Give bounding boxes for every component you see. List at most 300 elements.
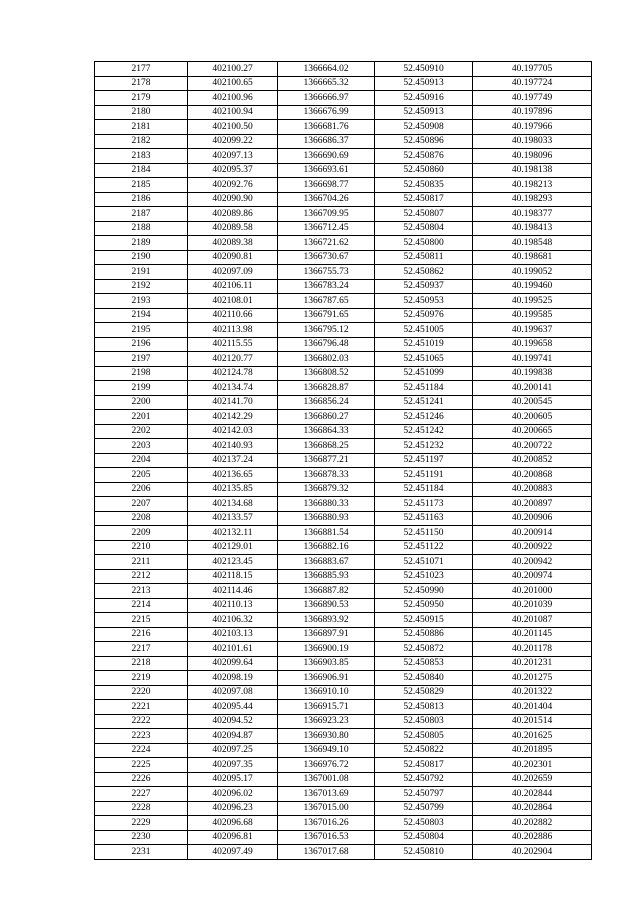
point-number-cell: 2188 xyxy=(95,221,188,236)
longitude-cell: 40.201231 xyxy=(473,656,592,671)
latitude-cell: 52.450804 xyxy=(375,830,473,845)
latitude-cell: 52.450896 xyxy=(375,134,473,149)
longitude-cell: 40.197724 xyxy=(473,76,592,91)
table-row xyxy=(95,178,592,193)
easting-cell: 402097.25 xyxy=(188,743,278,758)
table-row xyxy=(95,555,592,570)
longitude-cell: 40.200942 xyxy=(473,555,592,570)
longitude-cell: 40.201895 xyxy=(473,743,592,758)
easting-cell: 402097.49 xyxy=(188,845,278,860)
longitude-cell: 40.202886 xyxy=(473,830,592,845)
latitude-cell: 52.450910 xyxy=(375,62,473,77)
longitude-cell: 40.200141 xyxy=(473,381,592,396)
point-number-cell: 2177 xyxy=(95,62,188,77)
latitude-cell: 52.450810 xyxy=(375,845,473,860)
table-row xyxy=(95,149,592,164)
easting-cell: 402094.87 xyxy=(188,729,278,744)
latitude-cell: 52.450853 xyxy=(375,656,473,671)
table-row xyxy=(95,352,592,367)
table-row xyxy=(95,627,592,642)
easting-cell: 402090.90 xyxy=(188,192,278,207)
latitude-cell: 52.450950 xyxy=(375,598,473,613)
latitude-cell: 52.450990 xyxy=(375,584,473,599)
latitude-cell: 52.451019 xyxy=(375,337,473,352)
table-row xyxy=(95,540,592,555)
point-number-cell: 2213 xyxy=(95,584,188,599)
point-number-cell: 2202 xyxy=(95,424,188,439)
latitude-cell: 52.450908 xyxy=(375,120,473,135)
latitude-cell: 52.451173 xyxy=(375,497,473,512)
point-number-cell: 2208 xyxy=(95,511,188,526)
northing-cell: 1366730.67 xyxy=(278,250,375,265)
longitude-cell: 40.202844 xyxy=(473,787,592,802)
longitude-cell: 40.198681 xyxy=(473,250,592,265)
longitude-cell: 40.201000 xyxy=(473,584,592,599)
northing-cell: 1366802.03 xyxy=(278,352,375,367)
table-row xyxy=(95,729,592,744)
point-number-cell: 2228 xyxy=(95,801,188,816)
point-number-cell: 2216 xyxy=(95,627,188,642)
northing-cell: 1366976.72 xyxy=(278,758,375,773)
easting-cell: 402140.93 xyxy=(188,439,278,454)
longitude-cell: 40.199585 xyxy=(473,308,592,323)
table-row xyxy=(95,395,592,410)
table-row xyxy=(95,598,592,613)
table-row xyxy=(95,584,592,599)
latitude-cell: 52.450876 xyxy=(375,149,473,164)
point-number-cell: 2192 xyxy=(95,279,188,294)
longitude-cell: 40.200665 xyxy=(473,424,592,439)
longitude-cell: 40.198548 xyxy=(473,236,592,251)
northing-cell: 1366893.92 xyxy=(278,613,375,628)
point-number-cell: 2191 xyxy=(95,265,188,280)
table-row xyxy=(95,613,592,628)
latitude-cell: 52.451232 xyxy=(375,439,473,454)
longitude-cell: 40.200883 xyxy=(473,482,592,497)
point-number-cell: 2194 xyxy=(95,308,188,323)
easting-cell: 402099.64 xyxy=(188,656,278,671)
longitude-cell: 40.198293 xyxy=(473,192,592,207)
easting-cell: 402134.68 xyxy=(188,497,278,512)
table-row xyxy=(95,265,592,280)
point-number-cell: 2217 xyxy=(95,642,188,657)
latitude-cell: 52.451005 xyxy=(375,323,473,338)
point-number-cell: 2183 xyxy=(95,149,188,164)
point-number-cell: 2206 xyxy=(95,482,188,497)
table-row xyxy=(95,279,592,294)
table-row xyxy=(95,569,592,584)
latitude-cell: 52.450811 xyxy=(375,250,473,265)
northing-cell: 1366791.65 xyxy=(278,308,375,323)
latitude-cell: 52.450804 xyxy=(375,221,473,236)
table-row xyxy=(95,439,592,454)
table-row xyxy=(95,700,592,715)
latitude-cell: 52.450822 xyxy=(375,743,473,758)
northing-cell: 1366949.10 xyxy=(278,743,375,758)
longitude-cell: 40.198377 xyxy=(473,207,592,222)
northing-cell: 1366879.32 xyxy=(278,482,375,497)
northing-cell: 1366690.69 xyxy=(278,149,375,164)
longitude-cell: 40.197966 xyxy=(473,120,592,135)
northing-cell: 1366930.80 xyxy=(278,729,375,744)
point-number-cell: 2185 xyxy=(95,178,188,193)
easting-cell: 402100.96 xyxy=(188,91,278,106)
northing-cell: 1366828.87 xyxy=(278,381,375,396)
table-row xyxy=(95,482,592,497)
point-number-cell: 2211 xyxy=(95,555,188,570)
latitude-cell: 52.451246 xyxy=(375,410,473,425)
easting-cell: 402136.65 xyxy=(188,468,278,483)
easting-cell: 402118.15 xyxy=(188,569,278,584)
easting-cell: 402090.81 xyxy=(188,250,278,265)
longitude-cell: 40.199525 xyxy=(473,294,592,309)
easting-cell: 402096.68 xyxy=(188,816,278,831)
easting-cell: 402100.94 xyxy=(188,105,278,120)
northing-cell: 1366808.52 xyxy=(278,366,375,381)
northing-cell: 1366880.33 xyxy=(278,497,375,512)
latitude-cell: 52.451023 xyxy=(375,569,473,584)
table-row xyxy=(95,76,592,91)
latitude-cell: 52.451122 xyxy=(375,540,473,555)
easting-cell: 402123.45 xyxy=(188,555,278,570)
point-number-cell: 2179 xyxy=(95,91,188,106)
northing-cell: 1366877.21 xyxy=(278,453,375,468)
table-row xyxy=(95,714,592,729)
table-row xyxy=(95,758,592,773)
longitude-cell: 40.200974 xyxy=(473,569,592,584)
table-row xyxy=(95,236,592,251)
longitude-cell: 40.198096 xyxy=(473,149,592,164)
longitude-cell: 40.201087 xyxy=(473,613,592,628)
easting-cell: 402092.76 xyxy=(188,178,278,193)
northing-cell: 1366864.33 xyxy=(278,424,375,439)
table-row xyxy=(95,221,592,236)
table-row xyxy=(95,743,592,758)
table-row xyxy=(95,294,592,309)
table-row xyxy=(95,120,592,135)
table-row xyxy=(95,642,592,657)
easting-cell: 402133.57 xyxy=(188,511,278,526)
latitude-cell: 52.450817 xyxy=(375,758,473,773)
longitude-cell: 40.197705 xyxy=(473,62,592,77)
latitude-cell: 52.450799 xyxy=(375,801,473,816)
table-row xyxy=(95,845,592,860)
longitude-cell: 40.198033 xyxy=(473,134,592,149)
point-number-cell: 2225 xyxy=(95,758,188,773)
table-row xyxy=(95,192,592,207)
northing-cell: 1367001.08 xyxy=(278,772,375,787)
longitude-cell: 40.201625 xyxy=(473,729,592,744)
point-number-cell: 2220 xyxy=(95,685,188,700)
point-number-cell: 2196 xyxy=(95,337,188,352)
table-row xyxy=(95,526,592,541)
northing-cell: 1366878.33 xyxy=(278,468,375,483)
latitude-cell: 52.451065 xyxy=(375,352,473,367)
northing-cell: 1366676.99 xyxy=(278,105,375,120)
longitude-cell: 40.202864 xyxy=(473,801,592,816)
longitude-cell: 40.200906 xyxy=(473,511,592,526)
longitude-cell: 40.200922 xyxy=(473,540,592,555)
point-number-cell: 2198 xyxy=(95,366,188,381)
northing-cell: 1366868.25 xyxy=(278,439,375,454)
longitude-cell: 40.200545 xyxy=(473,395,592,410)
table-row xyxy=(95,62,592,77)
longitude-cell: 40.199838 xyxy=(473,366,592,381)
easting-cell: 402089.86 xyxy=(188,207,278,222)
easting-cell: 402141.70 xyxy=(188,395,278,410)
longitude-cell: 40.201039 xyxy=(473,598,592,613)
point-number-cell: 2212 xyxy=(95,569,188,584)
easting-cell: 402097.08 xyxy=(188,685,278,700)
longitude-cell: 40.200605 xyxy=(473,410,592,425)
longitude-cell: 40.200868 xyxy=(473,468,592,483)
easting-cell: 402095.44 xyxy=(188,700,278,715)
latitude-cell: 52.450807 xyxy=(375,207,473,222)
point-number-cell: 2218 xyxy=(95,656,188,671)
northing-cell: 1366856.24 xyxy=(278,395,375,410)
point-number-cell: 2229 xyxy=(95,816,188,831)
latitude-cell: 52.450813 xyxy=(375,700,473,715)
northing-cell: 1366923.23 xyxy=(278,714,375,729)
point-number-cell: 2190 xyxy=(95,250,188,265)
latitude-cell: 52.451242 xyxy=(375,424,473,439)
easting-cell: 402100.27 xyxy=(188,62,278,77)
longitude-cell: 40.199052 xyxy=(473,265,592,280)
northing-cell: 1366755.73 xyxy=(278,265,375,280)
northing-cell: 1367015.00 xyxy=(278,801,375,816)
easting-cell: 402101.61 xyxy=(188,642,278,657)
table-row xyxy=(95,801,592,816)
northing-cell: 1367016.53 xyxy=(278,830,375,845)
easting-cell: 402120.77 xyxy=(188,352,278,367)
latitude-cell: 52.451241 xyxy=(375,395,473,410)
easting-cell: 402129.01 xyxy=(188,540,278,555)
table-row xyxy=(95,656,592,671)
easting-cell: 402097.35 xyxy=(188,758,278,773)
latitude-cell: 52.451191 xyxy=(375,468,473,483)
latitude-cell: 52.451184 xyxy=(375,482,473,497)
longitude-cell: 40.201514 xyxy=(473,714,592,729)
northing-cell: 1366709.95 xyxy=(278,207,375,222)
latitude-cell: 52.450886 xyxy=(375,627,473,642)
northing-cell: 1366915.71 xyxy=(278,700,375,715)
longitude-cell: 40.201275 xyxy=(473,671,592,686)
latitude-cell: 52.450829 xyxy=(375,685,473,700)
latitude-cell: 52.450872 xyxy=(375,642,473,657)
latitude-cell: 52.450937 xyxy=(375,279,473,294)
point-number-cell: 2193 xyxy=(95,294,188,309)
northing-cell: 1366887.82 xyxy=(278,584,375,599)
table-row xyxy=(95,91,592,106)
latitude-cell: 52.450915 xyxy=(375,613,473,628)
table-row xyxy=(95,163,592,178)
point-number-cell: 2204 xyxy=(95,453,188,468)
easting-cell: 402095.17 xyxy=(188,772,278,787)
latitude-cell: 52.451071 xyxy=(375,555,473,570)
easting-cell: 402098.19 xyxy=(188,671,278,686)
northing-cell: 1366693.61 xyxy=(278,163,375,178)
longitude-cell: 40.202882 xyxy=(473,816,592,831)
table-row xyxy=(95,323,592,338)
table-row xyxy=(95,308,592,323)
northing-cell: 1366787.65 xyxy=(278,294,375,309)
northing-cell: 1366903.85 xyxy=(278,656,375,671)
easting-cell: 402100.50 xyxy=(188,120,278,135)
latitude-cell: 52.450840 xyxy=(375,671,473,686)
point-number-cell: 2195 xyxy=(95,323,188,338)
point-number-cell: 2197 xyxy=(95,352,188,367)
point-number-cell: 2189 xyxy=(95,236,188,251)
latitude-cell: 52.450797 xyxy=(375,787,473,802)
northing-cell: 1367016.26 xyxy=(278,816,375,831)
table-row xyxy=(95,381,592,396)
northing-cell: 1366890.53 xyxy=(278,598,375,613)
latitude-cell: 52.450860 xyxy=(375,163,473,178)
table-row xyxy=(95,671,592,686)
point-number-cell: 2178 xyxy=(95,76,188,91)
table-row xyxy=(95,772,592,787)
easting-cell: 402110.66 xyxy=(188,308,278,323)
point-number-cell: 2231 xyxy=(95,845,188,860)
point-number-cell: 2209 xyxy=(95,526,188,541)
longitude-cell: 40.200852 xyxy=(473,453,592,468)
latitude-cell: 52.450805 xyxy=(375,729,473,744)
easting-cell: 402114.46 xyxy=(188,584,278,599)
table-row xyxy=(95,787,592,802)
longitude-cell: 40.199741 xyxy=(473,352,592,367)
longitude-cell: 40.198213 xyxy=(473,178,592,193)
point-number-cell: 2230 xyxy=(95,830,188,845)
easting-cell: 402132.11 xyxy=(188,526,278,541)
longitude-cell: 40.201178 xyxy=(473,642,592,657)
longitude-cell: 40.202301 xyxy=(473,758,592,773)
longitude-cell: 40.198138 xyxy=(473,163,592,178)
latitude-cell: 52.450835 xyxy=(375,178,473,193)
latitude-cell: 52.450817 xyxy=(375,192,473,207)
easting-cell: 402094.52 xyxy=(188,714,278,729)
longitude-cell: 40.201145 xyxy=(473,627,592,642)
longitude-cell: 40.199460 xyxy=(473,279,592,294)
table-row xyxy=(95,134,592,149)
point-number-cell: 2184 xyxy=(95,163,188,178)
northing-cell: 1366681.76 xyxy=(278,120,375,135)
easting-cell: 402089.38 xyxy=(188,236,278,251)
longitude-cell: 40.200914 xyxy=(473,526,592,541)
latitude-cell: 52.451163 xyxy=(375,511,473,526)
point-number-cell: 2187 xyxy=(95,207,188,222)
table-row xyxy=(95,410,592,425)
northing-cell: 1366860.27 xyxy=(278,410,375,425)
northing-cell: 1366664.02 xyxy=(278,62,375,77)
easting-cell: 402115.55 xyxy=(188,337,278,352)
table-row xyxy=(95,468,592,483)
latitude-cell: 52.450976 xyxy=(375,308,473,323)
latitude-cell: 52.451099 xyxy=(375,366,473,381)
northing-cell: 1366910.10 xyxy=(278,685,375,700)
point-number-cell: 2222 xyxy=(95,714,188,729)
point-number-cell: 2200 xyxy=(95,395,188,410)
easting-cell: 402110.13 xyxy=(188,598,278,613)
northing-cell: 1366885.93 xyxy=(278,569,375,584)
point-number-cell: 2186 xyxy=(95,192,188,207)
point-number-cell: 2223 xyxy=(95,729,188,744)
northing-cell: 1366698.77 xyxy=(278,178,375,193)
easting-cell: 402096.23 xyxy=(188,801,278,816)
table-row xyxy=(95,207,592,222)
latitude-cell: 52.451184 xyxy=(375,381,473,396)
longitude-cell: 40.197749 xyxy=(473,91,592,106)
point-number-cell: 2226 xyxy=(95,772,188,787)
northing-cell: 1367013.69 xyxy=(278,787,375,802)
point-number-cell: 2199 xyxy=(95,381,188,396)
longitude-cell: 40.198413 xyxy=(473,221,592,236)
easting-cell: 402096.02 xyxy=(188,787,278,802)
easting-cell: 402096.81 xyxy=(188,830,278,845)
table-row xyxy=(95,424,592,439)
easting-cell: 402134.74 xyxy=(188,381,278,396)
easting-cell: 402097.09 xyxy=(188,265,278,280)
coordinates-table-body xyxy=(95,62,592,860)
table-row xyxy=(95,453,592,468)
northing-cell: 1367017.68 xyxy=(278,845,375,860)
longitude-cell: 40.197896 xyxy=(473,105,592,120)
point-number-cell: 2203 xyxy=(95,439,188,454)
latitude-cell: 52.451197 xyxy=(375,453,473,468)
point-number-cell: 2224 xyxy=(95,743,188,758)
point-number-cell: 2207 xyxy=(95,497,188,512)
latitude-cell: 52.451150 xyxy=(375,526,473,541)
longitude-cell: 40.199658 xyxy=(473,337,592,352)
latitude-cell: 52.450916 xyxy=(375,91,473,106)
point-number-cell: 2205 xyxy=(95,468,188,483)
northing-cell: 1366883.67 xyxy=(278,555,375,570)
easting-cell: 402100.65 xyxy=(188,76,278,91)
point-number-cell: 2227 xyxy=(95,787,188,802)
northing-cell: 1366881.54 xyxy=(278,526,375,541)
longitude-cell: 40.202904 xyxy=(473,845,592,860)
easting-cell: 402108.01 xyxy=(188,294,278,309)
table-row xyxy=(95,366,592,381)
coordinates-table xyxy=(94,61,592,860)
latitude-cell: 52.450953 xyxy=(375,294,473,309)
point-number-cell: 2180 xyxy=(95,105,188,120)
northing-cell: 1366882.16 xyxy=(278,540,375,555)
easting-cell: 402113.98 xyxy=(188,323,278,338)
point-number-cell: 2201 xyxy=(95,410,188,425)
northing-cell: 1366712.45 xyxy=(278,221,375,236)
northing-cell: 1366666.97 xyxy=(278,91,375,106)
northing-cell: 1366906.91 xyxy=(278,671,375,686)
latitude-cell: 52.450800 xyxy=(375,236,473,251)
longitude-cell: 40.202659 xyxy=(473,772,592,787)
northing-cell: 1366796.48 xyxy=(278,337,375,352)
longitude-cell: 40.201404 xyxy=(473,700,592,715)
easting-cell: 402099.22 xyxy=(188,134,278,149)
latitude-cell: 52.450913 xyxy=(375,105,473,120)
easting-cell: 402097.13 xyxy=(188,149,278,164)
northing-cell: 1366897.91 xyxy=(278,627,375,642)
easting-cell: 402106.11 xyxy=(188,279,278,294)
point-number-cell: 2215 xyxy=(95,613,188,628)
latitude-cell: 52.450803 xyxy=(375,714,473,729)
table-row xyxy=(95,830,592,845)
table-row xyxy=(95,105,592,120)
easting-cell: 402142.29 xyxy=(188,410,278,425)
point-number-cell: 2181 xyxy=(95,120,188,135)
easting-cell: 402103.13 xyxy=(188,627,278,642)
northing-cell: 1366721.62 xyxy=(278,236,375,251)
point-number-cell: 2182 xyxy=(95,134,188,149)
